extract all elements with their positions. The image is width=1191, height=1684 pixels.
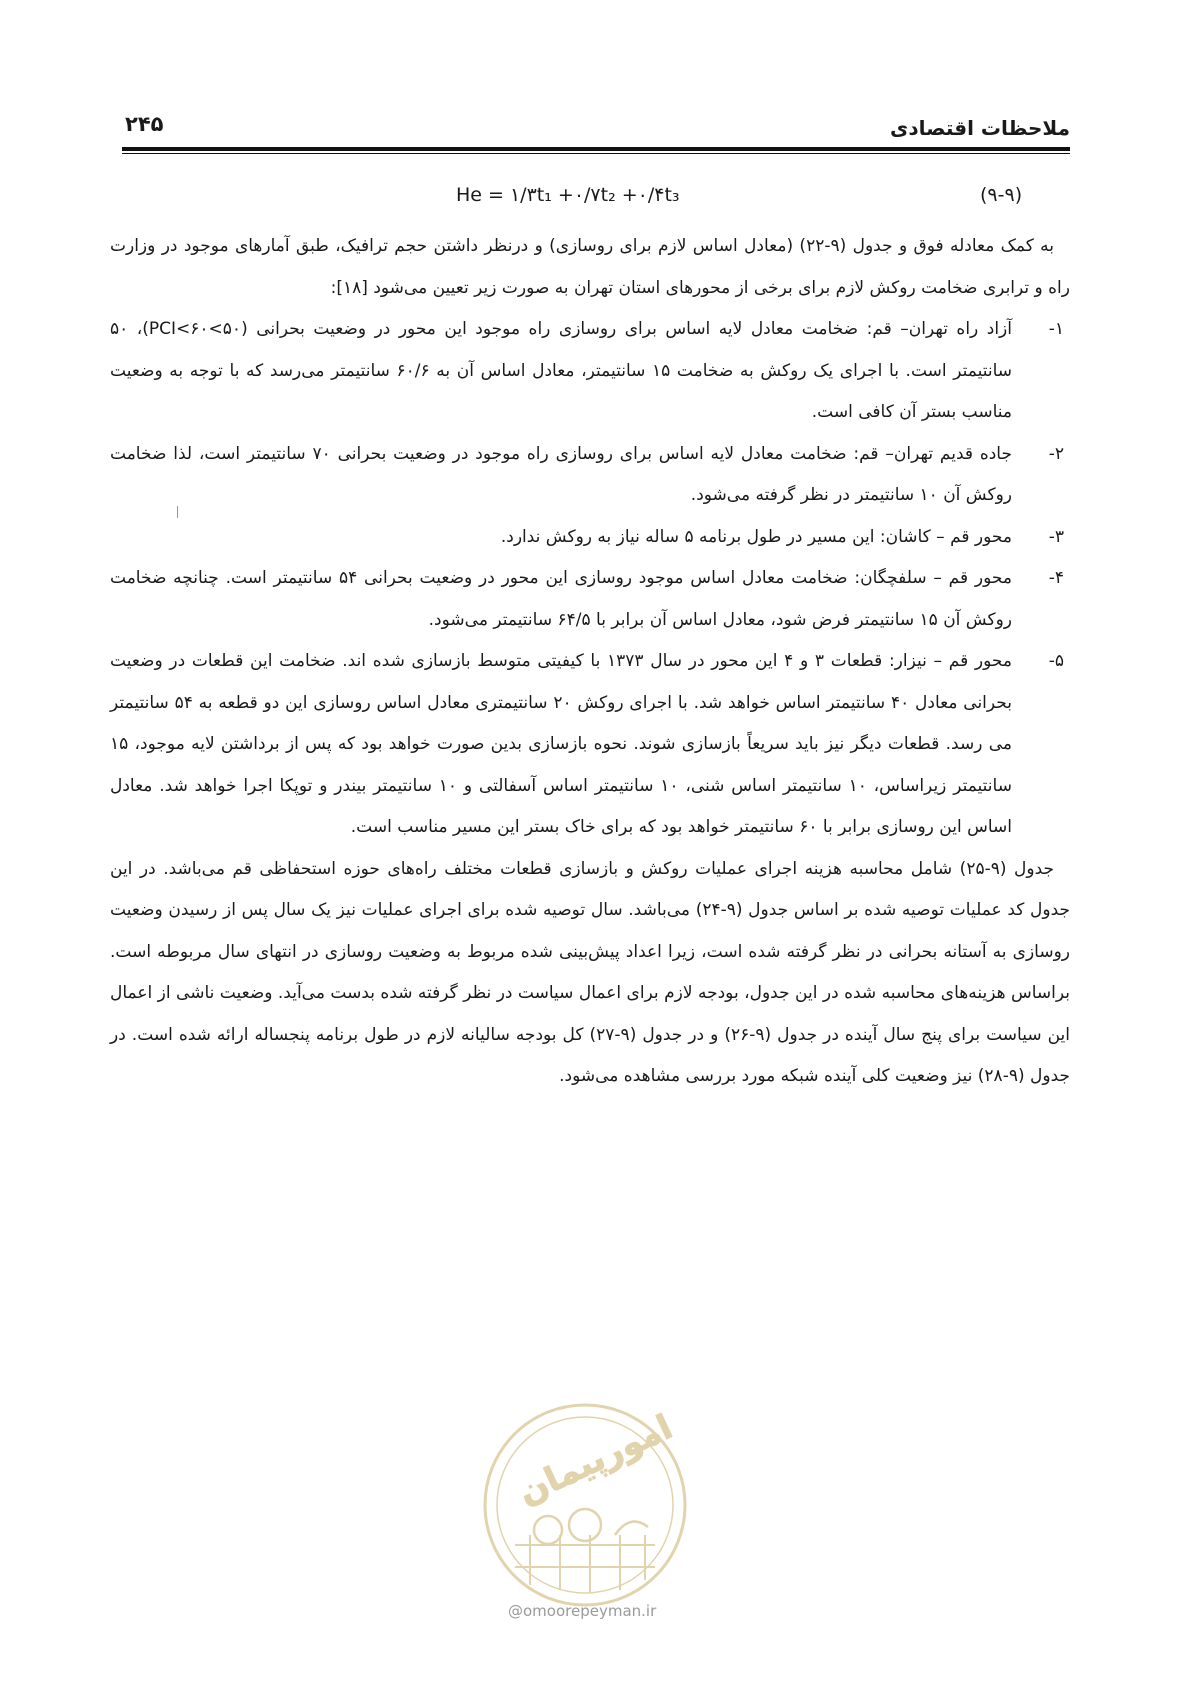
intro-paragraph: به کمک معادله فوق و جدول (۹-۲۲) (معادل اساس لازم برای روسازی) و درنظر داشتن حجم ترافیک، طبق آمارهای موجود در وزارت راه و ترابری ضخامت روکش لازم برای برخی از محورهای استان تهران به صورت زیر تعیین می‌شود [۱۸]:: [110, 236, 1070, 298]
list-item-text: جاده قدیم تهران– قم: ضخامت معادل لایه اساس برای روسازی راه موجود در وضعیت بحرانی ۷۰ سانتیمتر است، لذا ضخامت روکش آن ۱۰ سانتیمتر در نظر گرفته می‌شود.: [110, 443, 1012, 505]
list-item-number: ۵-: [1048, 651, 1064, 671]
watermark-gear-left: [534, 1516, 562, 1544]
watermark-gear-center: [569, 1509, 601, 1541]
list-item: [110, 517, 1070, 559]
list-item: [110, 641, 1070, 849]
list-item: [110, 558, 1070, 641]
body-text: [110, 226, 1070, 1098]
watermark-logo-text: امورپیمان: [512, 1407, 679, 1513]
header-rule-thick: [122, 147, 1070, 151]
list-item-text: محور قم – نیزار: قطعات ۳ و ۴ این محور در سال ۱۳۷۳ با کیفیتی متوسط بازسازی شده اند. ضخامت این قطعات در وضعیت بحرانی معادل ۴۰ سانتیمتر اساس خواهد شد. با اجرای روکش ۲۰ سانتیمتری معادل اساس روسازی این دو قطعه به ۵۴ سانتیمتر می رسد. قطعات دیگر نیز باید سریعاً بازسازی شوند. نحوه بازسازی بدین صورت خواهد بود که پس از برداشتن لایه موجود، ۱۵ سانتیمتر زیراساس، ۱۰ سانتیمتر اساس شنی، ۱۰ سانتیمتر اساس آسفالتی و ۱۰ سانتیمتر بیندر و توپکا اجرا خواهد شد. معادل اساس این روسازی برابر با ۶۰ سانتیمتر خواهد بود که برای خاک بستر این مسیر مناسب است.: [110, 651, 1012, 837]
page-header: [110, 108, 1070, 144]
watermark-crane: [615, 1522, 648, 1535]
list-item-text: محور قم – سلفچگان: ضخامت معادل اساس موجود روسازی این محور در وضعیت بحرانی ۵۴ سانتیمتر است. چنانچه ضخامت روکش آن ۱۵ سانتیمتر فرض شود، معادل اساس آن برابر با ۶۴/۵ سانتیمتر می‌شود.: [110, 568, 1012, 630]
chapter-title: ملاحظات اقتصادی: [890, 116, 1070, 140]
list-item-number: ۴-: [1048, 568, 1064, 588]
list-item-number: ۳-: [1048, 526, 1064, 547]
equation-formula: He = ۱/۳t₁ +۰/۷t₂ +۰/۴t₃: [456, 184, 680, 206]
watermark-logo: [470, 1395, 700, 1615]
list-item-text: محور قم – کاشان: این مسیر در طول برنامه ۵ ساله نیاز به روکش ندارد.: [500, 526, 1012, 547]
equation-row: [110, 184, 1070, 218]
equation-number: (۹-۹): [980, 184, 1023, 206]
list-item-number: ۱-: [1048, 319, 1064, 339]
list-item-text: آزاد راه تهران– قم: ضخامت معادل لایه اساس برای روسازی راه موجود این محور در وضعیت بحرانی (۵۰>PCI<۶۰)، ۵۰ سانتیمتر است. با اجرای یک روکش به ضخامت ۱۵ سانتیمتر، معادل اساس آن به ۶۰/۶ سانتیمتر می‌رسد که با توجه به وضعیت مناسب بستر آن کافی است.: [110, 319, 1012, 422]
margin-mark: [177, 506, 178, 518]
page-number: ۲۴۵: [125, 112, 164, 136]
watermark-url: @omoorepeyman.ir: [508, 1602, 657, 1620]
watermark-grid: [515, 1535, 655, 1592]
header-rule-thin: [122, 153, 1070, 154]
list-item: [110, 434, 1070, 517]
closing-paragraph: جدول (۹-۲۵) شامل محاسبه هزینه اجرای عملیات روکش و بازسازی قطعات مختلف راه‌های حوزه استحفاظی قم می‌باشد. در این جدول کد عملیات توصیه شده بر اساس جدول (۹-۲۴) می‌باشد. سال توصیه شده برای اجرای عملیات نیز یک سال پس از رسیدن وضعیت روسازی به آستانه بحرانی در نظر گرفته شده است، زیرا اعداد پیش‌بینی شده مربوط به وضعیت روسازی در انتهای سال مربوطه است. براساس هزینه‌های محاسبه شده در این جدول، بودجه لازم برای اعمال سیاست در نظر گرفته شده بدست می‌آید. وضعیت ناشی از اعمال این سیاست برای پنج سال آینده در جدول (۹-۲۶) و در جدول (۹-۲۷) کل بودجه سالیانه لازم در طول برنامه پنجساله ارائه شده است. در جدول (۹-۲۸) نیز وضعیت کلی آینده شبکه مورد بررسی مشاهده می‌شود.: [110, 858, 1071, 1086]
list-item-number: ۲-: [1048, 443, 1064, 464]
list-item: [110, 309, 1070, 434]
